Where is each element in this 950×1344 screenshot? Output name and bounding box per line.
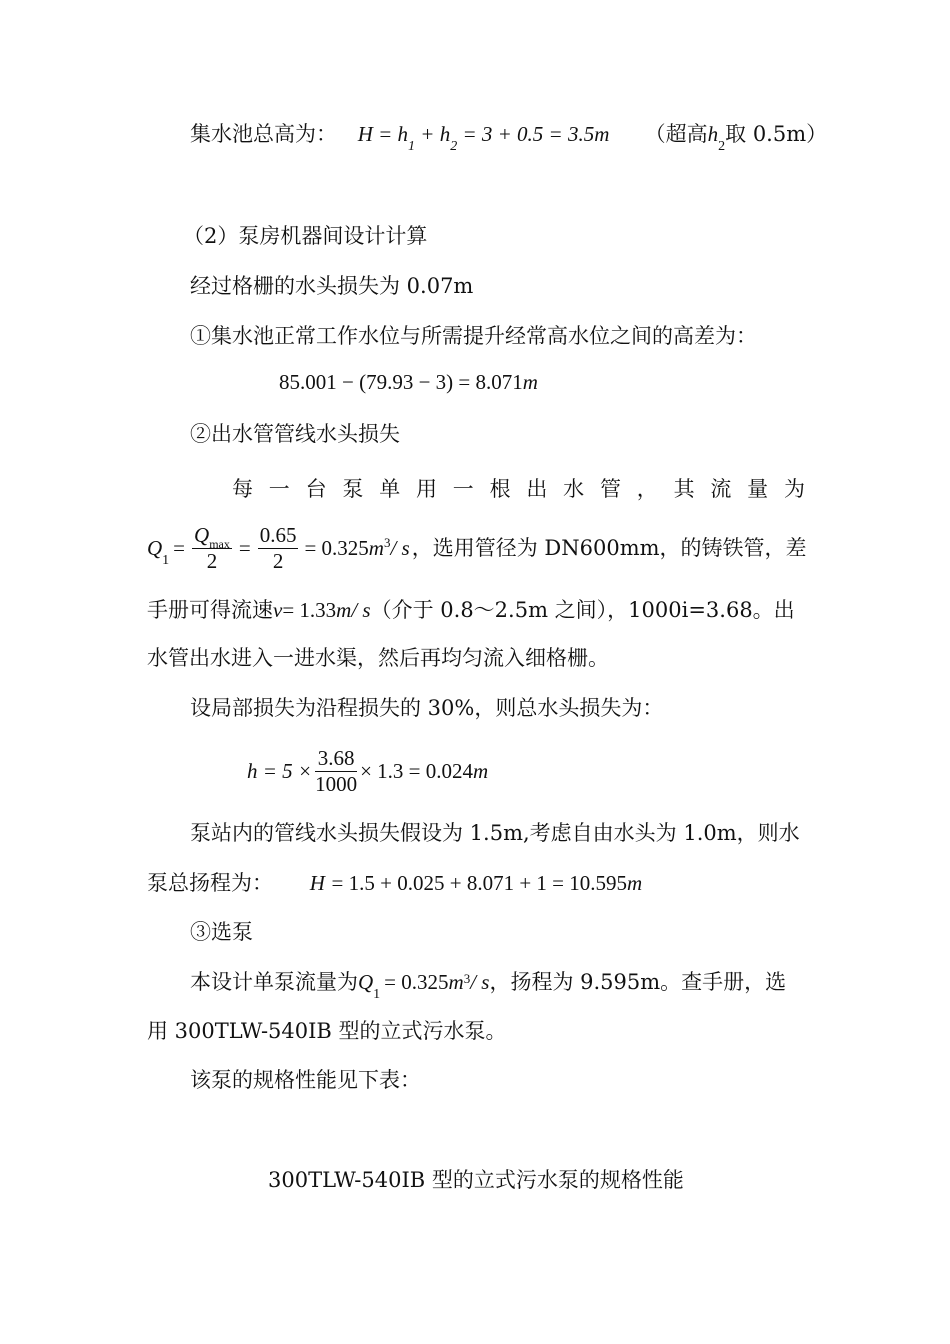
loss-fraction: $\frac{3.68}{1000}$ xyxy=(315,745,358,796)
flow-select-text: ，选用管径为 DN600mm，的铸铁管，差 xyxy=(411,535,807,560)
section2-title: （2）泵房机器间设计计算 xyxy=(183,224,428,248)
qmax-fraction: $\frac{Q_{max}}{2}$ xyxy=(194,522,230,573)
flow-formula-line: $Q_1$ = $\frac{Q_{max}}{2}$ = $\frac{0.65}{2}$ = 0.325 m 3 / s ，选用管径为 DN600mm，的铸铁管，差 xyxy=(147,522,807,573)
value-fraction: $\frac{0.65}{2}$ xyxy=(259,522,297,573)
total-height-note: （超高$h_2$取 0.5m） xyxy=(644,122,828,154)
channel-text: 水管出水进入一进水渠，然后再均匀流入细格栅。 xyxy=(147,646,609,670)
q1-symbol: $Q_1$ xyxy=(147,535,170,568)
table-caption: 300TLW-540IB 型的立式污水泵的规格性能 xyxy=(268,1168,684,1192)
head-loss-equation: h = 5 × $\frac{3.68}{1000}$ × 1.3 = 0.024 m xyxy=(247,745,489,796)
local-loss-text: 设局部损失为沿程损失的 30%，则总水头损失为： xyxy=(190,696,664,720)
flow-value: = 0.325 xyxy=(304,535,369,560)
design-flow-line: 本设计单泵流量为$Q_1= 0.325m^3/$ s，扬程为 9.595m。查手册，选 xyxy=(190,970,787,1002)
item2-title: ②出水管管线水头损失 xyxy=(190,422,400,446)
item1-equation: 85.001 − (79.93 − 3) = 8.071m xyxy=(279,370,538,394)
manual-velocity-line: 手册可得流速v= 1.33m/ s（介于 0.8～2.5m 之间），1000i=3.68。出 xyxy=(147,598,795,622)
grille-loss-text: 经过格栅的水头损失为 0.07m xyxy=(190,274,474,298)
station-loss-text: 泵站内的管线水头损失假设为 1.5m,考虑自由水头为 1.0m，则水 xyxy=(190,821,800,845)
total-height-equation: $H = h_1 + h_2 = 3 + 0.5 = 3.5m$ xyxy=(357,122,610,154)
pump-sentence: 每 一 台 泵 单 用 一 根 出 水 管 ， 其 流 量 为 xyxy=(232,477,805,501)
pump-model-text: 用 300TLW-540IB 型的立式污水泵。 xyxy=(147,1019,507,1043)
total-height-line xyxy=(190,122,828,154)
spec-intro-text: 该泵的规格性能见下表： xyxy=(190,1068,421,1092)
item3-title: ③选泵 xyxy=(190,920,253,944)
total-height-label: 集水池总高为： xyxy=(190,122,337,146)
item1-title: ①集水池正常工作水位与所需提升经常高水位之间的高差为： xyxy=(190,324,757,348)
total-head-line: 泵总扬程为： H = 1.5 + 0.025 + 8.071 + 1 = 10.595m xyxy=(147,871,643,895)
